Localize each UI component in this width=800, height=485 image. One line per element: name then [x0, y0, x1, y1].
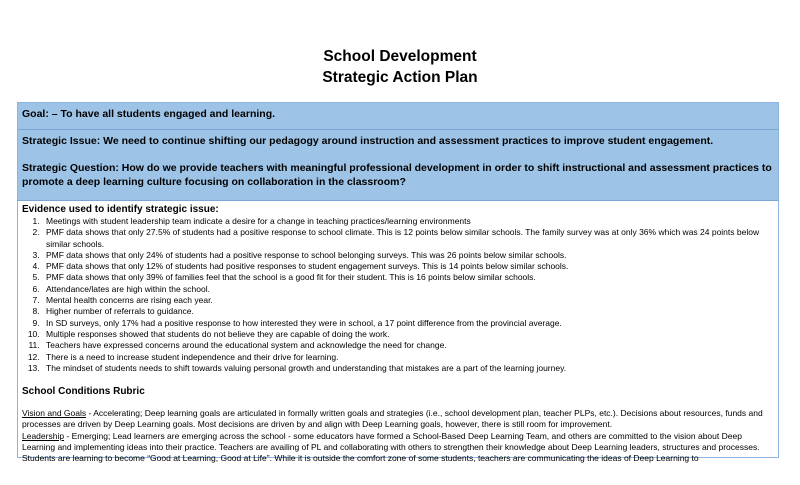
evidence-item: 10. Multiple responses showed that students do not believe they are capable of doing the work. [42, 329, 774, 340]
evidence-item: 2. PMF data shows that only 27.5% of students had a positive response to school climate. This is 12 points below similar schools. The family survey was at only 36% which was 24 points below similar schools. [42, 227, 774, 250]
evidence-item: 3. PMF data shows that only 24% of students had a positive response to school belonging surveys. This was 26 points below similar schools. [42, 250, 774, 261]
evidence-item: 9. In SD surveys, only 17% had a positive response to how interested they were in school, a 17 point difference from the provincial average. [42, 318, 774, 329]
strategic-issue: Strategic Issue: We need to continue shifting our pedagogy around instruction and assessment practices to improve student engagement. [22, 135, 714, 147]
title-line-2: Strategic Action Plan [322, 69, 478, 86]
rubric-vision-paragraph [22, 408, 774, 431]
rubric-leadership-paragraph [22, 431, 774, 465]
evidence-section [18, 201, 778, 465]
evidence-item: 6. Attendance/lates are high within the school. [42, 284, 774, 295]
evidence-item: 1. Meetings with student leadership team indicate a desire for a change in teaching practices/learning environments [42, 216, 774, 227]
rubric-leadership-text: - Emerging; Lead learners are emerging across the school - some educators have formed a School-Based Deep Learning Team, and others are committed to the vision about Deep Learning and implementing ideas into their practice. Teachers are availing of PL and collaborating with others to strengthen their knowledge about Deep Learning leaders, structures and processes. Students are learning to become “Good at Learning, Good at Life”. While it is outside the comfort zone of some students, teachers are communicating the ideas of Deep Learning to [22, 430, 760, 464]
evidence-item: 5. PMF data shows that only 39% of families feel that the school is a good fit for their student. This is 16 points below similar schools. [42, 272, 774, 283]
rubric-vision-text: - Accelerating; Deep learning goals are articulated in formally written goals and strategies (i.e., school development plan, teacher PLPs, etc.). Decisions about resources, funds and processes are driven by Deep Learning goals. Most decisions are driven by and align with Deep Learning goals, however, there is still room for improvement. [22, 408, 763, 430]
title-line-1: School Development [323, 48, 477, 65]
evidence-item: 4. PMF data shows that only 12% of students had positive responses to student engagement surveys. This is 14 points below similar schools. [42, 261, 774, 272]
rubric-heading: School Conditions Rubric [22, 386, 145, 398]
evidence-list [22, 216, 774, 374]
strategy-row [18, 130, 778, 201]
rubric-leadership-term: Leadership [22, 430, 65, 441]
document-title [0, 46, 800, 88]
evidence-heading: Evidence used to identify strategic issue: [22, 204, 219, 215]
action-plan-table [17, 102, 779, 464]
evidence-item: 8. Higher number of referrals to guidance. [42, 306, 774, 317]
goal-row: Goal: – To have all students engaged and learning. [18, 103, 778, 130]
evidence-item: 12. There is a need to increase student independence and their drive for learning. [42, 352, 774, 363]
evidence-item: 13. The mindset of students needs to shift towards valuing personal growth and understanding that mistakes are a part of the learning journey. [42, 363, 774, 374]
rubric-vision-term: Vision and Goals [22, 408, 87, 419]
evidence-item: 7. Mental health concerns are rising each year. [42, 295, 774, 306]
strategic-question: Strategic Question: How do we provide teachers with meaningful professional development in order to shift instructional and assessment practices to promote a deep learning culture focusing on collaboration in the classroom? [22, 162, 772, 188]
evidence-item: 11. Teachers have expressed concerns around the educational system and acknowledge the need for change. [42, 340, 774, 351]
